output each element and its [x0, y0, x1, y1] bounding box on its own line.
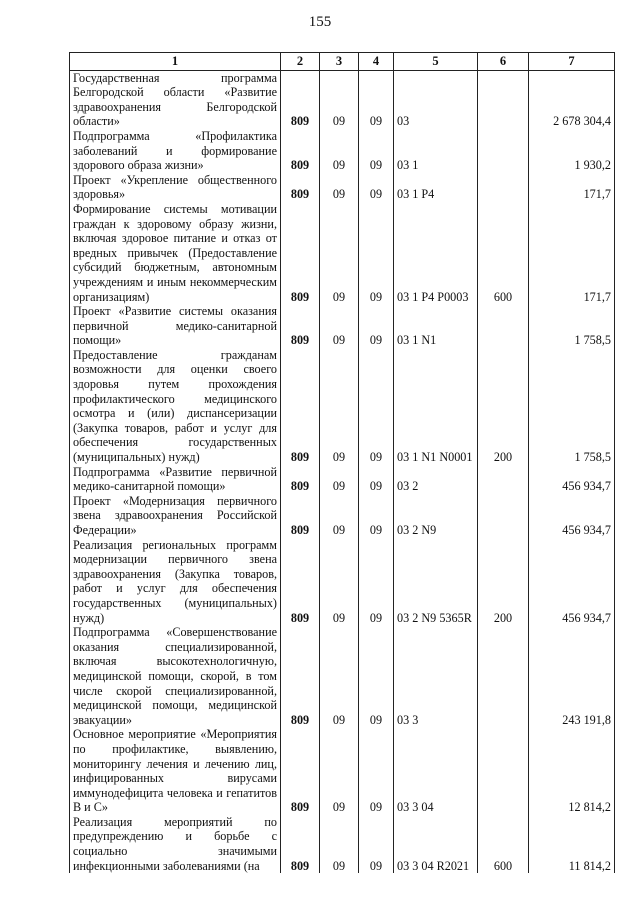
table-row [70, 465, 615, 494]
amount: 1 930,2 [529, 129, 615, 173]
section-code: 09 [320, 465, 359, 494]
row-name: Подпрограмма «Профилактика заболеваний и формирование здорового образа жизни» [70, 129, 281, 173]
column-header-3: 3 [320, 53, 359, 71]
expense-type-code: 200 [478, 348, 529, 465]
table-row [70, 538, 615, 626]
admin-code: 809 [281, 348, 320, 465]
section-code: 09 [320, 538, 359, 626]
section-code: 09 [320, 727, 359, 815]
subsection-code: 09 [359, 465, 394, 494]
row-name: Проект «Модернизация первичного звена здравоохранения Российской Федерации» [70, 494, 281, 538]
admin-code: 809 [281, 129, 320, 173]
expense-type-code [478, 494, 529, 538]
target-article-code: 03 2 N9 [394, 494, 478, 538]
amount: 456 934,7 [529, 494, 615, 538]
target-article-code: 03 2 [394, 465, 478, 494]
row-name: Формирование системы мотивации граждан к здоровому образу жизни, включая здоровое питание и отказ от вредных привычек (Предоставление субсидий бюджетным, автономным учреждениям и иным некоммерческим организациям) [70, 202, 281, 304]
table-row [70, 129, 615, 173]
amount: 171,7 [529, 173, 615, 202]
admin-code: 809 [281, 727, 320, 815]
page-number: 155 [308, 14, 332, 30]
subsection-code: 09 [359, 625, 394, 727]
column-header-2: 2 [281, 53, 320, 71]
expense-type-code [478, 70, 529, 129]
subsection-code: 09 [359, 348, 394, 465]
table-row [70, 494, 615, 538]
table-row [70, 70, 615, 129]
target-article-code: 03 3 04 [394, 727, 478, 815]
section-code: 09 [320, 348, 359, 465]
expense-type-code: 600 [478, 202, 529, 304]
amount: 456 934,7 [529, 538, 615, 626]
column-header-5: 5 [394, 53, 478, 71]
budget-table [69, 52, 615, 873]
amount: 243 191,8 [529, 625, 615, 727]
admin-code: 809 [281, 304, 320, 348]
section-code: 09 [320, 173, 359, 202]
admin-code: 809 [281, 625, 320, 727]
row-name: Реализация мероприятий по предупреждению и борьбе с социально значимыми инфекционными заболеваниями (на [70, 815, 281, 873]
table-row [70, 173, 615, 202]
table-row [70, 202, 615, 304]
subsection-code: 09 [359, 202, 394, 304]
row-name: Основное мероприятие «Мероприятия по профилактике, выявлению, мониторингу лечения и лечению лиц, инфицированных вирусами иммунодефицита человека и гепатитов B и C» [70, 727, 281, 815]
section-code: 09 [320, 304, 359, 348]
amount: 2 678 304,4 [529, 70, 615, 129]
row-name: Реализация региональных программ модернизации первичного звена здравоохранения (Закупка товаров, работ и услуг для обеспечения государственных (муниципальных) нужд) [70, 538, 281, 626]
amount: 11 814,2 [529, 815, 615, 873]
admin-code: 809 [281, 202, 320, 304]
subsection-code: 09 [359, 173, 394, 202]
expense-type-code [478, 304, 529, 348]
amount: 1 758,5 [529, 348, 615, 465]
expense-type-code [478, 465, 529, 494]
table-row [70, 625, 615, 727]
target-article-code: 03 1 N1 N0001 [394, 348, 478, 465]
admin-code: 809 [281, 70, 320, 129]
subsection-code: 09 [359, 815, 394, 873]
row-name: Проект «Развитие системы оказания первичной медико-санитарной помощи» [70, 304, 281, 348]
column-header-4: 4 [359, 53, 394, 71]
subsection-code: 09 [359, 727, 394, 815]
row-name: Предоставление гражданам возможности для оценки своего здоровья путем прохождения профилактического медицинского осмотра и (или) диспансеризации (Закупка товаров, работ и услуг для обеспечения государственных (муниципальных) нужд) [70, 348, 281, 465]
column-header-7: 7 [529, 53, 615, 71]
admin-code: 809 [281, 815, 320, 873]
expense-type-code: 600 [478, 815, 529, 873]
admin-code: 809 [281, 173, 320, 202]
section-code: 09 [320, 70, 359, 129]
section-code: 09 [320, 815, 359, 873]
section-code: 09 [320, 202, 359, 304]
target-article-code: 03 1 N1 [394, 304, 478, 348]
target-article-code: 03 3 [394, 625, 478, 727]
admin-code: 809 [281, 538, 320, 626]
row-name: Подпрограмма «Совершенствование оказания специализированной, включая высокотехнологичную, медицинской помощи, скорой, в том числе скорой специализированной, медицинской помощи, медицинской эвакуации» [70, 625, 281, 727]
target-article-code: 03 1 P4 P0003 [394, 202, 478, 304]
section-code: 09 [320, 494, 359, 538]
row-name: Проект «Укрепление общественного здоровья» [70, 173, 281, 202]
subsection-code: 09 [359, 129, 394, 173]
section-code: 09 [320, 129, 359, 173]
table-row [70, 304, 615, 348]
table-row [70, 815, 615, 873]
row-name: Подпрограмма «Развитие первичной медико-санитарной помощи» [70, 465, 281, 494]
amount: 12 814,2 [529, 727, 615, 815]
target-article-code: 03 2 N9 5365R [394, 538, 478, 626]
table-row [70, 348, 615, 465]
amount: 171,7 [529, 202, 615, 304]
expense-type-code [478, 625, 529, 727]
expense-type-code [478, 129, 529, 173]
column-header-6: 6 [478, 53, 529, 71]
expense-type-code [478, 727, 529, 815]
section-code: 09 [320, 625, 359, 727]
row-name: Государственная программа Белгородской области «Развитие здравоохранения Белгородской области» [70, 70, 281, 129]
amount: 456 934,7 [529, 465, 615, 494]
target-article-code: 03 3 04 R2021 [394, 815, 478, 873]
subsection-code: 09 [359, 494, 394, 538]
admin-code: 809 [281, 465, 320, 494]
subsection-code: 09 [359, 304, 394, 348]
subsection-code: 09 [359, 70, 394, 129]
subsection-code: 09 [359, 538, 394, 626]
target-article-code: 03 1 P4 [394, 173, 478, 202]
target-article-code: 03 1 [394, 129, 478, 173]
expense-type-code: 200 [478, 538, 529, 626]
table-row [70, 727, 615, 815]
column-header-1: 1 [70, 53, 281, 71]
admin-code: 809 [281, 494, 320, 538]
expense-type-code [478, 173, 529, 202]
target-article-code: 03 [394, 70, 478, 129]
header-row [70, 53, 615, 71]
amount: 1 758,5 [529, 304, 615, 348]
